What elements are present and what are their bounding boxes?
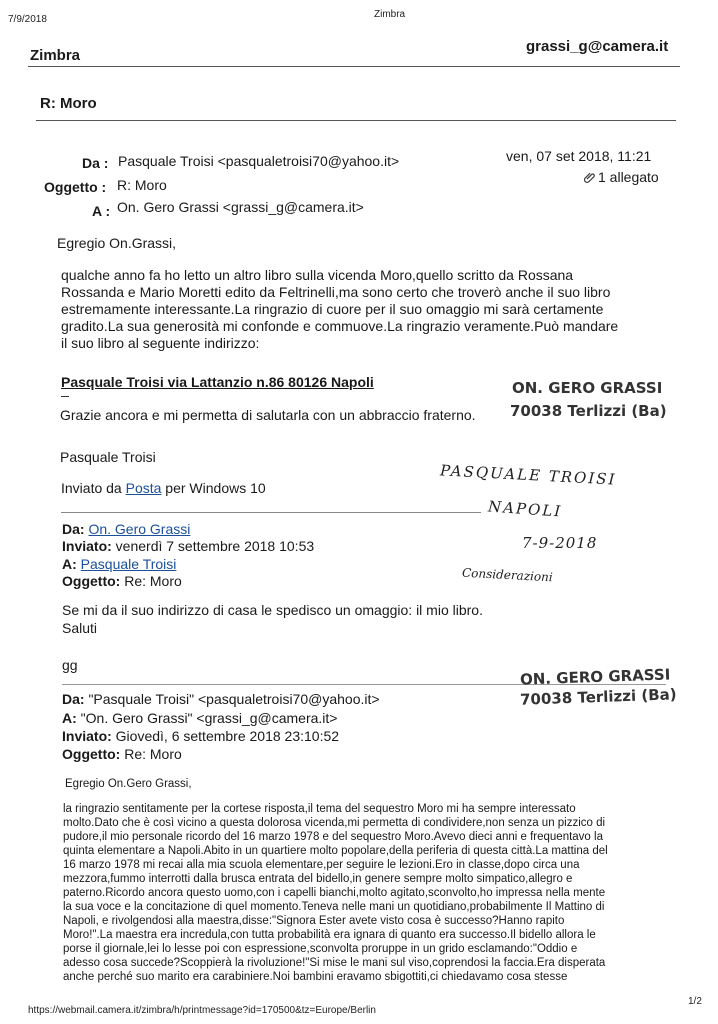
sent-with-suffix: per Windows 10	[161, 480, 266, 496]
q1-subject-label: Oggetto:	[62, 573, 121, 589]
q2-body-line: adesso cosa succede?Scoppierà la rivoluzione!"Si mise le mani sul viso,coprendosi la faccia.Era disperata	[63, 957, 606, 969]
greeting: Egregio On.Grassi,	[57, 235, 177, 251]
paperclip-icon	[584, 171, 596, 183]
app-name: Zimbra	[30, 47, 81, 64]
q1-body-line: Saluti	[62, 620, 98, 636]
from-value: Pasquale Troisi <pasqualetroisi70@yahoo.it>	[118, 153, 400, 169]
q2-body-line: quinta elementare a Napoli.Abito in un quartiere molto popolare,della periferia di questa città.La mattina del	[63, 845, 608, 857]
message-subject: R: Moro	[40, 95, 97, 112]
handwritten-note: Considerazioni	[461, 565, 554, 585]
q1-sent-label: Inviato:	[62, 538, 112, 554]
q2-body-line: molto.Dato che è così vicino a questa dolorosa vicenda,mi permetta di condividere,non senza un pizzico di	[63, 817, 606, 829]
para-line: qualche anno fa ho letto un altro libro sulla vicenda Moro,quello scritto da Rossana	[61, 267, 574, 283]
signature: Pasquale Troisi	[60, 449, 156, 465]
q2-body-line: la sua voce e la concitazione di quel momento.Teneva nelle mani un quotidiano,probabilmente Il Mattino di	[63, 901, 605, 913]
subject-divider	[36, 120, 676, 121]
q2-from-label: Da:	[62, 691, 85, 707]
handwritten-city: NAPOLI	[487, 497, 563, 521]
to-value: On. Gero Grassi <grassi_g@camera.it>	[117, 199, 364, 215]
message-paragraph	[61, 267, 681, 352]
message-date: ven, 07 set 2018, 11:21	[506, 148, 652, 164]
subject-label: Oggetto :	[44, 179, 107, 195]
from-label: Da :	[82, 155, 109, 171]
header-divider	[28, 66, 680, 67]
q2-from-value: "Pasquale Troisi" <pasqualetroisi70@yahoo.it>	[88, 691, 380, 707]
posta-link[interactable]: Posta	[125, 480, 162, 496]
q1-to-link[interactable]: Pasquale Troisi	[80, 556, 177, 572]
q1-body-line: Se mi da il suo indirizzo di casa le spedisco un omaggio: il mio libro.	[62, 602, 483, 618]
thanks-line: Grazie ancora e mi permetta di salutarla con un abbraccio fraterno.	[60, 407, 476, 423]
para-line: gradito.La sua generosità mi confonde e commuove.La ringrazio veramente.Può mandare	[61, 318, 619, 334]
q2-to-value: "On. Gero Grassi" <grassi_g@camera.it>	[80, 710, 338, 726]
q2-body-line: porse il giornale,lei lo lesse poi con espressione,sconvolta proruppe in un grido esclamando:"Oddio e	[63, 943, 578, 955]
q2-subject-value: Re: Moro	[124, 746, 182, 762]
to-label: A :	[92, 203, 111, 219]
q1-sign: gg	[62, 657, 78, 673]
q1-from-link[interactable]: On. Gero Grassi	[88, 521, 191, 537]
stamp-address-2: 70038 Terlizzi (Ba)	[519, 685, 677, 709]
print-title: Zimbra	[374, 9, 406, 20]
attachment-link[interactable]	[584, 169, 659, 185]
q2-sent-label: Inviato:	[62, 728, 112, 744]
print-date: 7/9/2018	[8, 14, 47, 25]
handwritten-name: PASQUALE TROISI	[439, 461, 617, 489]
attachment-count: 1 allegato	[598, 169, 659, 185]
subject-value: R: Moro	[117, 177, 167, 193]
sent-with-prefix: Inviato da	[61, 480, 126, 496]
dash-mark	[61, 396, 69, 397]
sent-with	[61, 480, 266, 497]
q2-sent-value: Giovedì, 6 settembre 2018 23:10:52	[115, 728, 340, 744]
q2-subject-label: Oggetto:	[62, 746, 121, 762]
q2-body-line: mezzora,fummo interrotti dalla brusca entrata del bidello,in genere sempre molto simpatico,allegro e	[63, 873, 573, 885]
quote-divider-1	[61, 512, 481, 513]
para-line: il suo libro al seguente indirizzo:	[61, 335, 260, 351]
handwritten-date: 7-9-2018	[522, 534, 598, 552]
address-line: Pasquale Troisi via Lattanzio n.86 80126 Napoli	[61, 374, 374, 390]
stamp-name-2: ON. GERO GRASSI	[519, 665, 671, 689]
q2-body-line: paterno.Ricordo ancora questo uomo,con i capelli bianchi,molto agitato,sconvolto,ho impressa nella mente	[63, 887, 606, 899]
q2-body-line: Napoli, e rivolgendosi alla maestra,disse:"Signora Ester avete visto cosa è successo?Hanno rapito	[63, 915, 565, 927]
q2-greeting: Egregio On.Gero Grassi,	[65, 778, 192, 790]
q2-body-line: 16 marzo 1978 mi recai alla mia scuola elementare,per seguire le lezioni.Ero in classe,dopo circa una	[63, 859, 580, 871]
stamp-name-1: ON. GERO GRASSI	[512, 379, 663, 397]
q2-body-line: la ringrazio sentitamente per la cortese risposta,il tema del sequestro Moro mi ha sempre interessato	[63, 803, 576, 815]
print-url: https://webmail.camera.it/zimbra/h/printmessage?id=170500&tz=Europe/Berlin	[28, 1005, 376, 1016]
q2-body-line: pudore,il mio personale ricordo del 16 marzo 1978 e del sequestro Moro.Avevo dieci anni e frequentavo la	[63, 831, 603, 843]
q2-body-line: anche perché suo marito era carabiniere.Noi bambini eravamo sbigottiti,ci chiedavamo cosa stesse	[63, 971, 568, 983]
q1-subject-value: Re: Moro	[124, 573, 182, 589]
para-line: Rossanda e Mario Moretti edito da Feltrinelli,ma sono certo che troverò anche il suo libro	[61, 284, 611, 300]
q1-sent-value: venerdì 7 settembre 2018 10:53	[115, 538, 315, 554]
q1-to-label: A:	[62, 556, 77, 572]
page-number: 1/2	[688, 996, 702, 1007]
q2-to-label: A:	[62, 710, 77, 726]
account-email: grassi_g@camera.it	[526, 38, 669, 55]
q2-body-line: Moro!".La maestra era incredula,con tutta probabilità era ignara di quanto era successo.Il bidello allora le	[63, 929, 596, 941]
q2-body	[63, 802, 691, 984]
stamp-address-1: 70038 Terlizzi (Ba)	[510, 402, 667, 420]
para-line: estremamente interessante.La ringrazio di cuore per il suo omaggio mi sarà certamente	[61, 301, 604, 317]
q1-from-label: Da:	[62, 521, 85, 537]
